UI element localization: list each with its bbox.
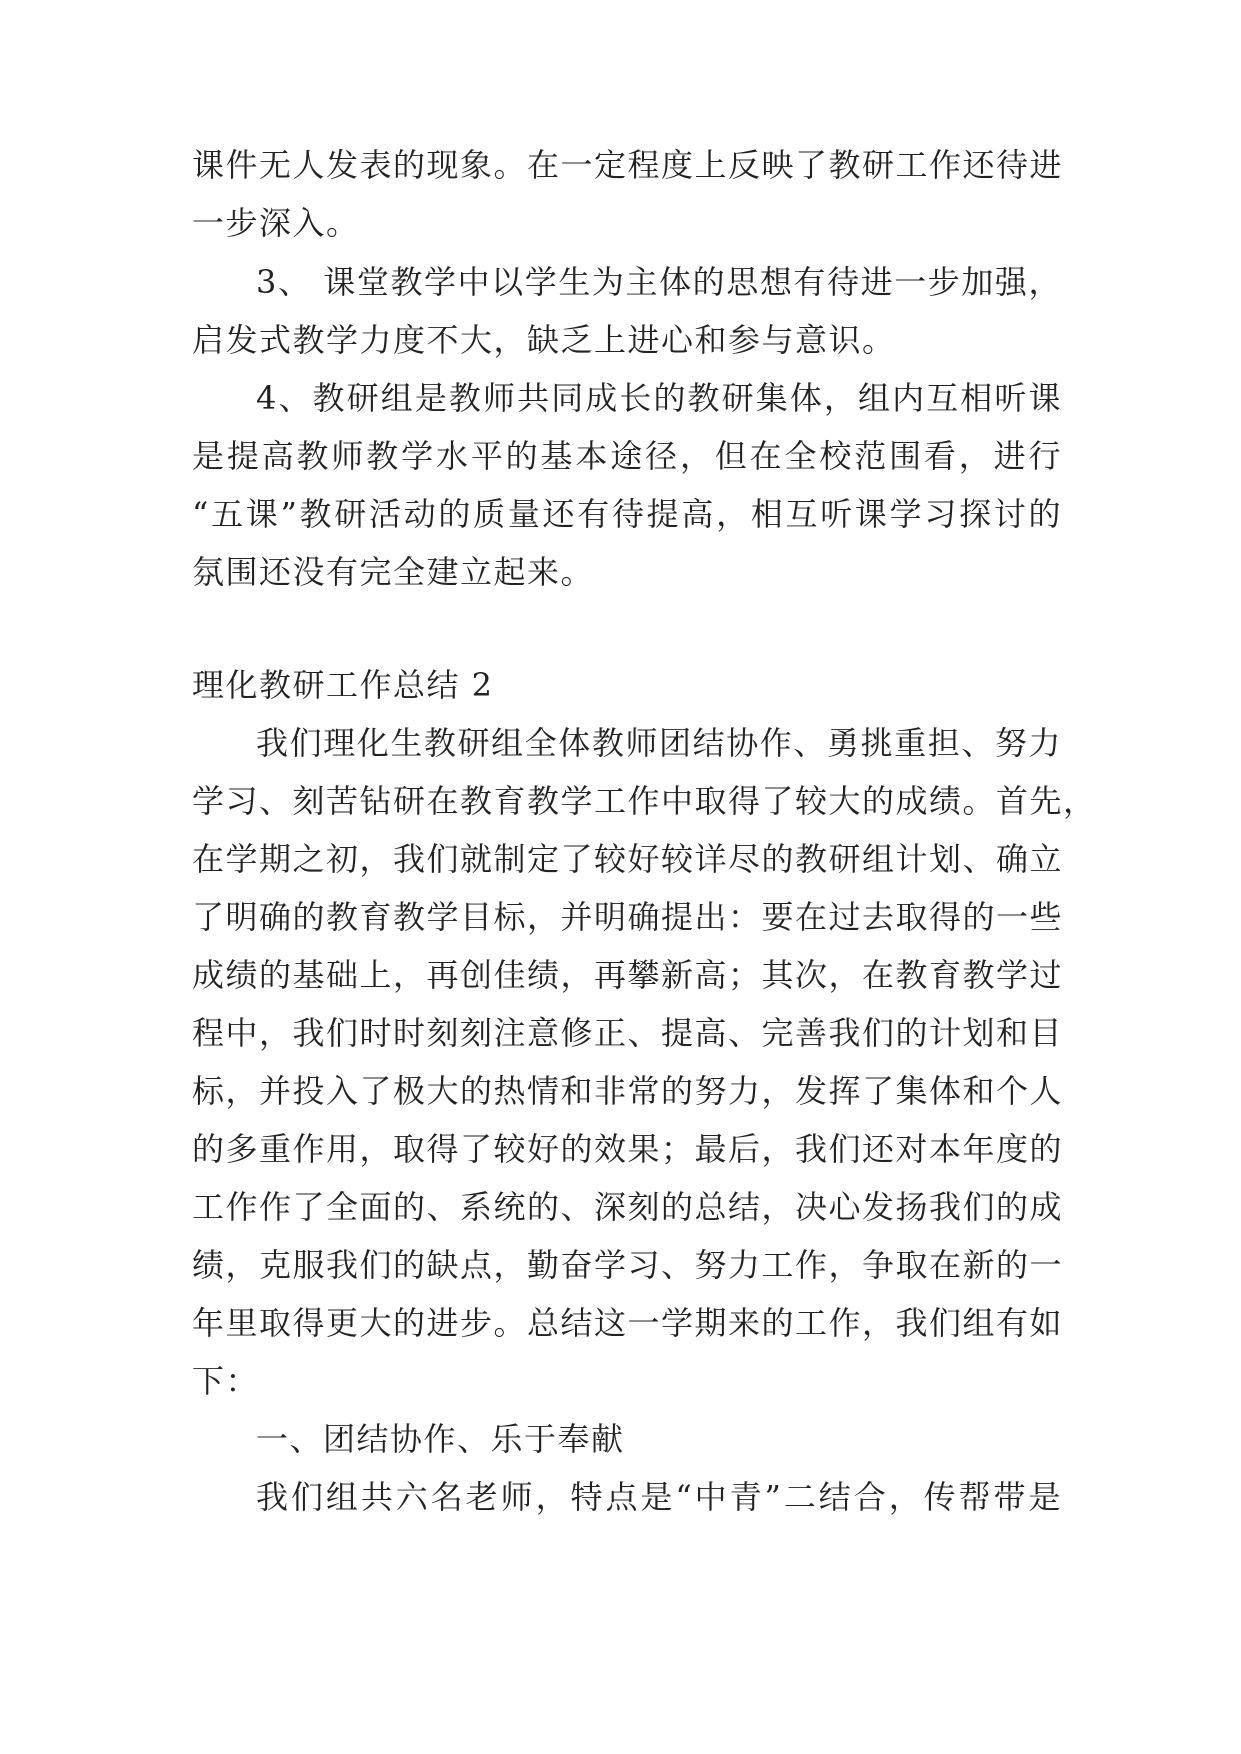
text-line: 年里取得更大的进步。总结这一学期来的工作，我们组有如	[192, 1304, 1064, 1342]
text-line: 程中，我们时时刻刻注意修正、提高、完善我们的计划和目	[192, 1014, 1064, 1052]
text-line: 启发式教学力度不大，缺乏上进心和参与意识。	[192, 321, 896, 359]
text-line: 在学期之初，我们就制定了较好较详尽的教研组计划、确立	[192, 840, 1064, 878]
text-line: 一步深入。	[192, 204, 360, 242]
text-line: 工作作了全面的、系统的、深刻的总结，决心发扬我们的成	[192, 1188, 1064, 1226]
text-line: 我们理化生教研组全体教师团结协作、勇挑重担、努力	[256, 724, 1062, 762]
text-line: 是提高教师教学水平的基本途径，但在全校范围看，进行	[192, 437, 1062, 475]
text-line: “五课”教研活动的质量还有待提高，相互听课学习探讨的	[192, 495, 1062, 533]
text-line: 氛围还没有完全建立起来。	[192, 553, 595, 591]
text-line: 3、 课堂教学中以学生为主体的思想有待进一步加强，	[256, 263, 1062, 301]
text-line: 绩，克服我们的缺点，勤奋学习、努力工作，争取在新的一	[192, 1246, 1064, 1284]
text-line: 了明确的教育教学目标，并明确提出：要在过去取得的一些	[192, 898, 1064, 936]
subsection-heading: 一、团结协作、乐于奉献	[256, 1420, 625, 1458]
text-line: 课件无人发表的现象。在一定程度上反映了教研工作还待进	[192, 146, 1064, 184]
text-line: 的多重作用，取得了较好的效果；最后，我们还对本年度的	[192, 1130, 1064, 1168]
text-line: 下：	[192, 1362, 260, 1400]
section-heading: 理化教研工作总结 2	[192, 666, 494, 704]
text-line: 标，并投入了极大的热情和非常的努力，发挥了集体和个人	[192, 1072, 1064, 1110]
text-line: 学习、刻苦钻研在教育教学工作中取得了较大的成绩。首先，	[192, 782, 1097, 820]
text-line: 我们组共六名老师，特点是“中青”二结合，传帮带是	[256, 1478, 1062, 1516]
text-line: 成绩的基础上，再创佳绩，再攀新高；其次，在教育教学过	[192, 956, 1064, 994]
text-line: 4、教研组是教师共同成长的教研集体，组内互相听课	[256, 379, 1062, 417]
